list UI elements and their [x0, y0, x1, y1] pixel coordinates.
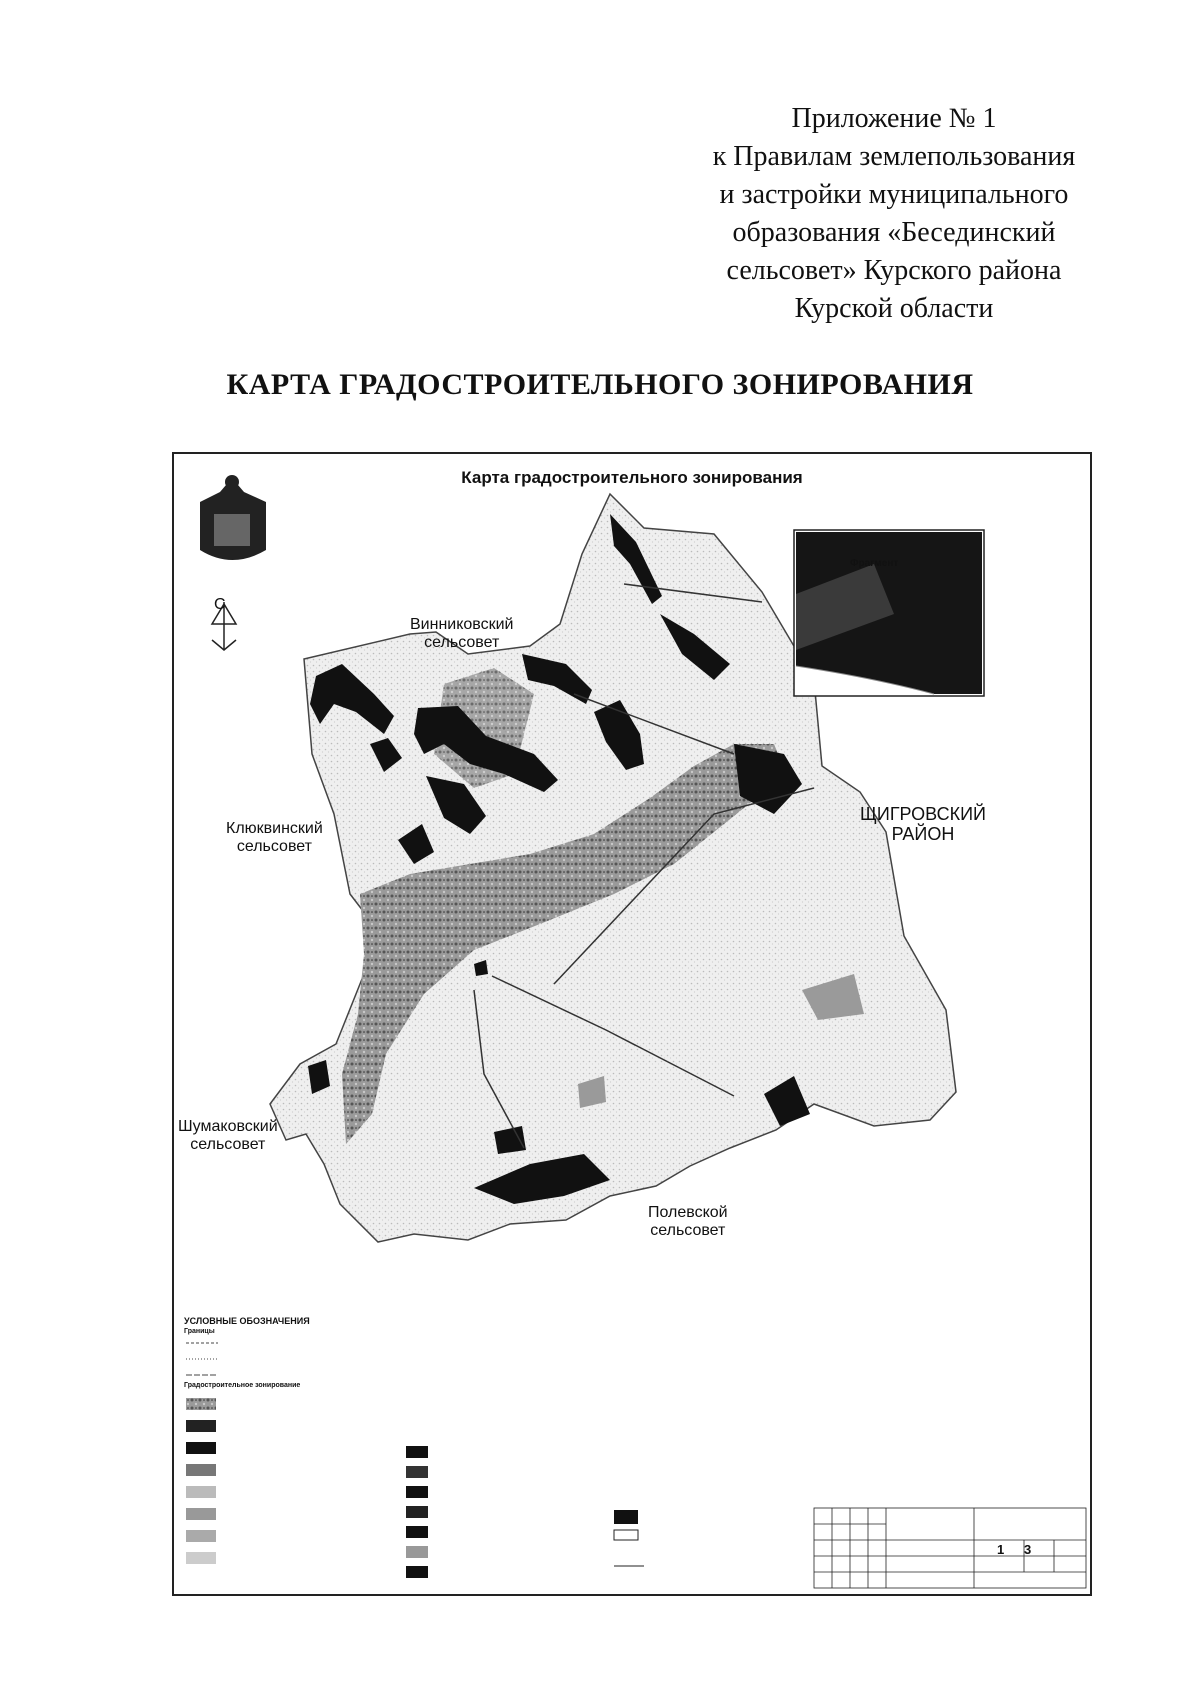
- fragment-inset: [794, 530, 984, 696]
- legend-zoning-title: Градостроительное зонирование: [184, 1382, 301, 1389]
- neighbor-label-shchigrovsky: ЩИГРОВСКИЙ РАЙОН: [860, 804, 986, 844]
- neighbor-label-shumakovsky: Шумаковский сельсовет: [178, 1118, 278, 1153]
- appendix-line: к Правилам землепользования: [712, 141, 1076, 172]
- neighbor-label-klyukvinsky: Клюквинский сельсовет: [226, 820, 323, 855]
- sheet-number: 1: [997, 1542, 1005, 1557]
- document-title: КАРТА ГРАДОСТРОИТЕЛЬНОГО ЗОНИРОВАНИЯ: [226, 368, 974, 401]
- map-title: Карта градостроительного зонирования: [461, 468, 803, 487]
- zoning-map: [174, 454, 1092, 1596]
- appendix-line: образования «Бесединский: [732, 217, 1056, 248]
- appendix-line: Приложение № 1: [791, 103, 997, 134]
- appendix-line: и застройки муниципального: [719, 179, 1069, 210]
- north-letter: С: [214, 596, 226, 613]
- appendix-caption: [684, 100, 1104, 328]
- sheet-total: 3: [1024, 1542, 1032, 1557]
- fragment-title: Фрагмент: [850, 558, 899, 569]
- legend-swatches: [186, 1343, 644, 1578]
- legend-boundaries-title: Границы: [184, 1328, 215, 1335]
- neighbor-label-polevskoy: Полевской сельсовет: [648, 1204, 728, 1239]
- appendix-line: сельсовет» Курского района: [726, 255, 1062, 286]
- map-frame: [172, 452, 1092, 1596]
- appendix-line: Курской области: [794, 293, 994, 324]
- neighbor-label-vinnikovsky: Винниковский сельсовет: [410, 616, 514, 651]
- title-block: [814, 1508, 1086, 1588]
- legend-title: УСЛОВНЫЕ ОБОЗНАЧЕНИЯ: [184, 1316, 310, 1326]
